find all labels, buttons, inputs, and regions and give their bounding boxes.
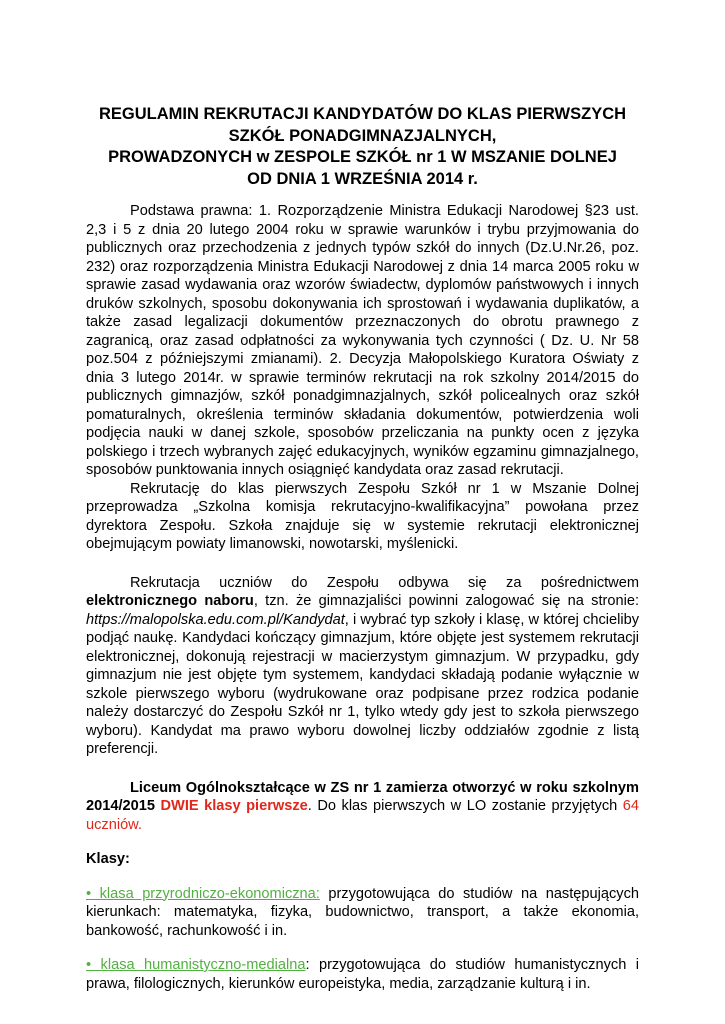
legal-basis-paragraph: Podstawa prawna: 1. Rozporządzenie Ministra Edukacji Narodowej §23 ust. 2,3 i 5 z dnia 20 lutego 2004 roku w sprawie warunków i trybu przyjmowania do publicznych oraz przechodzenia z jednych typów szkół do innych (Dz.U.Nr.26, poz. 232) oraz rozporządzenia Ministra Edukacji Narodowej z dnia 14 marca 2005 roku w sprawie zasad wydawania oraz wzorów świadectw, dyplomów państwowych i innych druków szkolnych, sposobu dokonywania ich sprostowań i wydawania duplikatów, a także zasad legalizacji dokumentów przeznaczonych do obrotu prawnego z zagranicą, oraz zasad odpłatności za wykonywania tych czynności ( Dz. U. Nr 58 poz.504 z późniejszymi zmianami). 2. Decyzja Małopolskiego Kuratora Oświaty z dnia 3 lutego 2014r. w sprawie terminów rekrutacji na rok szkolny 2014/2015 do publicznych gimnazjów, szkół ponadgimnazjalnych, szkół policealnych oraz szkół pomaturalnych, określenia terminów składania dokumentów, potwierdzenia woli podjęcia nauki w danej szkole, sposobów przeliczania na punkty ocen z języka polskiego i trzech wybranych zajęć edukacyjnych, wyników egzaminu gimnazjalnego, sposobów punktowania innych osiągnięć kandydata oraz zasad rekrutacji. bbox=[86, 203, 639, 478]
class-name-science-economics: • klasa przyrodniczo-ekonomiczna: bbox=[86, 885, 320, 902]
electronic-recruitment-paragraph bbox=[86, 574, 639, 759]
two-classes-highlight: DWIE klasy pierwsze bbox=[160, 798, 308, 814]
para3-part3: , i wybrać typ szkoły i klasę, w której chcieliby podjąć naukę. Kandydaci kończący gimnazjum, które objęte jest systemem rekrutacji elektronicznej, dokonują rejestracji w macierzystym gimnazjum. W przypadku, gdy gimnazjum nie jest objęte tym systemem, kandydaci składają podanie wyłącznie w szkole pierwszego wyboru (wydrukowane oraz podpisane przez rodzica podanie należy dostarczyć do Zespołu Szkół nr 1, tylko wtedy gdy jest to szkoła pierwszego wyboru). Kandydat ma prawo wyboru dowolnej liczby oddziałów zgodnie z listą preferencji. bbox=[86, 611, 639, 757]
page-title bbox=[60, 104, 665, 190]
class-desc-humanities-media: : przygotowująca do studiów humanistycznych i prawa, filologicznych, kierunków europeistyka, media, zarządzanie kulturą i in. bbox=[86, 957, 639, 992]
title-line-2: SZKÓŁ PONADGIMNAZJALNYCH, bbox=[228, 126, 497, 145]
student-count: 64 uczniów. bbox=[86, 798, 639, 833]
para3-part2: , tzn. że gimnazjaliści powinni zalogować się na stronie: bbox=[253, 593, 640, 609]
recruitment-commission-paragraph: Rekrutację do klas pierwszych Zespołu Szkół nr 1 w Mszanie Dolnej przeprowadza „Szkolna komisja rekrutacyjno-kwalifikacyjna” powołana przez dyrektora Zespołu. Szkoła znajduje się w systemie rekrutacji elektronicznej obejmującym powiaty limanowski, nowotarski, myślenicki. bbox=[86, 480, 639, 552]
lo-bold-text: Liceum Ogólnokształcące w ZS nr 1 zamierza otworzyć w roku szkolnym 2014/2015 bbox=[86, 779, 639, 814]
lo-classes-paragraph bbox=[86, 779, 639, 835]
recruitment-site-link[interactable]: https://malopolska.edu.com.pl/Kandydat bbox=[86, 611, 345, 628]
class-name-humanities-media: • klasa humanistyczno-medialna bbox=[86, 957, 306, 973]
para4-part2: . Do klas pierwszych w LO zostanie przyjętych bbox=[307, 798, 623, 814]
electronic-naboru-bold: elektronicznego naboru bbox=[86, 593, 254, 609]
title-line-3: PROWADZONYCH w ZESPOLE SZKÓŁ nr 1 W MSZANIE DOLNEJ bbox=[108, 148, 617, 166]
class-item-humanities-media bbox=[86, 956, 639, 993]
para3-part1: Rekrutacja uczniów do Zespołu odbywa się za pośrednictwem bbox=[130, 574, 639, 591]
class-desc-science-economics: przygotowująca do studiów na następujących kierunkach: matematyka, fizyka, budownictwo, transport, a także ekonomia, bankowość, rachunkowość i in. bbox=[86, 885, 640, 939]
title-line-1: REGULAMIN REKRUTACJI KANDYDATÓW DO KLAS PIERWSZYCH bbox=[98, 105, 627, 123]
class-item-science-economics bbox=[86, 885, 639, 941]
document-body bbox=[86, 202, 639, 993]
title-line-4: OD DNIA 1 WRZEŚNIA 2014 r. bbox=[247, 169, 478, 188]
classes-heading: Klasy: bbox=[86, 851, 130, 867]
